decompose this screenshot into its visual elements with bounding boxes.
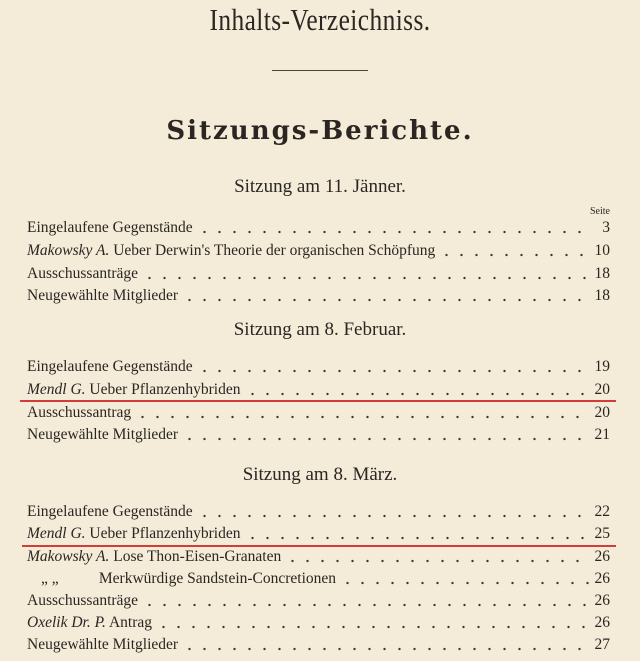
entry-title: Neugewählte Mitglieder	[27, 636, 179, 653]
session-heading-3: Sitzung am 8. März.	[242, 464, 398, 485]
entry-page-number: 26	[594, 592, 610, 609]
dot-leader	[182, 631, 588, 651]
entry-title: Ueber Pflanzenhybriden	[89, 525, 241, 542]
dot-leader	[245, 376, 589, 396]
dot-leader	[197, 498, 589, 518]
entry-title: Ausschussantrag	[27, 404, 132, 421]
entry-author: Makowsky A.	[27, 548, 110, 565]
page-title: Inhalts-Verzeichniss.	[209, 2, 431, 37]
entry-page-number: 26	[594, 570, 610, 587]
dot-leader	[156, 609, 588, 629]
session-heading-1: Sitzung am 11. Jänner.	[234, 176, 406, 197]
dot-leader	[439, 237, 588, 257]
toc-entry	[27, 358, 610, 378]
dot-leader	[197, 353, 589, 373]
page-column-label: Seite	[590, 206, 610, 217]
dot-leader	[135, 399, 588, 419]
entry-title: Ueber Pflanzenhybriden	[89, 381, 241, 398]
entry-title: Eingelaufene Gegenstände	[27, 219, 193, 236]
toc-entry	[27, 287, 610, 307]
entry-title: Neugewählte Mitglieder	[27, 287, 179, 304]
entry-page-number: 21	[594, 426, 610, 443]
toc-entry	[27, 636, 610, 656]
entry-title: Merkwürdige Sandstein-Concretionen	[98, 570, 337, 587]
entry-title: Eingelaufene Gegenstände	[27, 503, 193, 520]
entry-author: Makowsky A.	[27, 242, 110, 259]
entry-page-number: 27	[594, 636, 610, 653]
entry-page-number: 18	[594, 287, 610, 304]
entry-page-number: 26	[594, 548, 610, 565]
toc-entry	[27, 219, 610, 239]
title-divider	[272, 70, 368, 71]
dot-leader	[142, 587, 588, 607]
entry-author: Mendl G.	[27, 381, 86, 398]
entry-page-number: 20	[594, 404, 610, 421]
entry-title: Neugewählte Mitglieder	[27, 426, 179, 443]
entry-author: Mendl G.	[27, 525, 86, 542]
dot-leader	[245, 520, 589, 540]
entry-page-number: 19	[594, 358, 610, 375]
toc-entry-highlighted	[27, 525, 610, 545]
session-heading-2: Sitzung am 8. Februar.	[233, 319, 407, 340]
toc-entry	[27, 426, 610, 446]
toc-entry-highlighted	[27, 381, 610, 401]
entry-page-number: 22	[594, 503, 610, 520]
entry-title: Ueber Derwin's Theorie der organischen Schöpfung	[113, 242, 436, 259]
dot-leader	[285, 543, 588, 563]
entry-page-number: 3	[602, 219, 610, 236]
entry-title: Ausschussanträge	[27, 265, 139, 282]
toc-entry	[27, 242, 610, 262]
dot-leader	[182, 282, 588, 302]
entry-page-number: 10	[594, 242, 610, 259]
entry-title: Antrag	[108, 614, 153, 631]
ditto-marks: „ „	[41, 570, 59, 587]
dot-leader	[182, 421, 588, 441]
dot-leader	[340, 565, 588, 585]
entry-page-number: 20	[594, 381, 610, 398]
entry-page-number: 25	[594, 525, 610, 542]
entry-title: Eingelaufene Gegenstände	[27, 358, 193, 375]
entry-page-number: 18	[594, 265, 610, 282]
dot-leader	[197, 214, 590, 234]
entry-author: Oxelik Dr. P.	[27, 614, 106, 631]
dot-leader	[142, 260, 588, 280]
section-heading: Sitzungs-Berichte.	[166, 116, 474, 146]
entry-title: Ausschussanträge	[27, 592, 139, 609]
entry-title: Lose Thon-Eisen-Granaten	[113, 548, 282, 565]
entry-page-number: 26	[594, 614, 610, 631]
